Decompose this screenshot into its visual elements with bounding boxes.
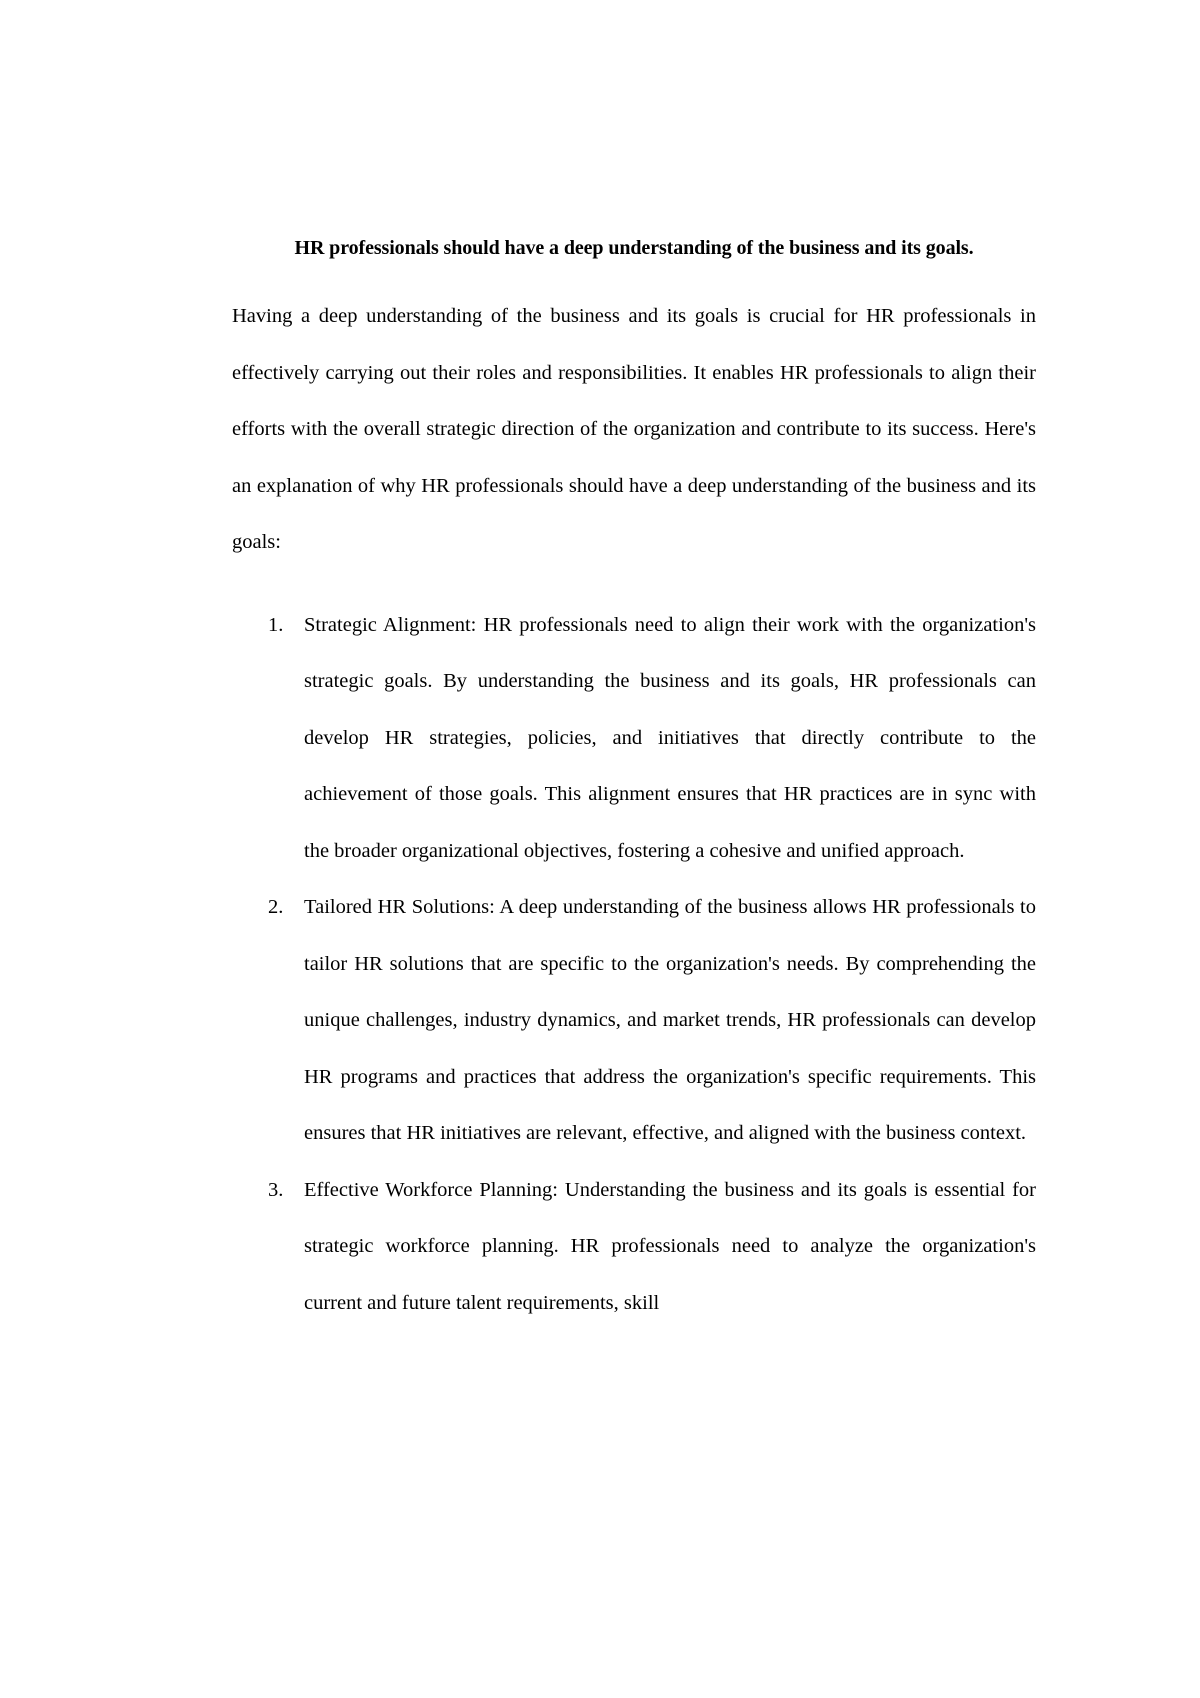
numbered-list xyxy=(232,597,1036,1332)
list-item xyxy=(232,879,1036,1162)
document-body xyxy=(232,220,1036,1331)
list-item xyxy=(232,597,1036,880)
page-title: HR professionals should have a deep understanding of the business and its goals. xyxy=(294,237,974,259)
list-item-text: Strategic Alignment: HR professionals need to align their work with the organization's strategic goals. By understanding the business and its goals, HR professionals can develop HR strategies, policies, and initiatives that directly contribute to the achievement of those goals. This alignment ensures that HR practices are in sync with the broader organizational objectives, fostering a cohesive and unified approach. xyxy=(304,613,1036,862)
list-item-number: 2. xyxy=(268,896,284,918)
list-item xyxy=(232,1162,1036,1332)
list-item-text: Effective Workforce Planning: Understanding the business and its goals is essential for strategic workforce planning. HR professionals need to analyze the organization's current and future talent requirements, skill xyxy=(304,1178,1036,1314)
list-item-number: 3. xyxy=(268,1178,284,1201)
list-item-number: 1. xyxy=(268,613,284,636)
intro-paragraph: Having a deep understanding of the business and its goals is crucial for HR professionals in effectively carrying out their roles and responsibilities. It enables HR professionals to align their efforts with the overall strategic direction of the organization and contribute to its success. Here's an explanation of why HR professionals should have a deep understanding of the business and its goals: xyxy=(232,305,1036,553)
list-item-text: Tailored HR Solutions: A deep understanding of the business allows HR professionals to tailor HR solutions that are specific to the organization's needs. By comprehending the unique challenges, industry dynamics, and market trends, HR professionals can develop HR programs and practices that address the organization's specific requirements. This ensures that HR initiatives are relevant, effective, and aligned with the business context. xyxy=(304,896,1036,1144)
